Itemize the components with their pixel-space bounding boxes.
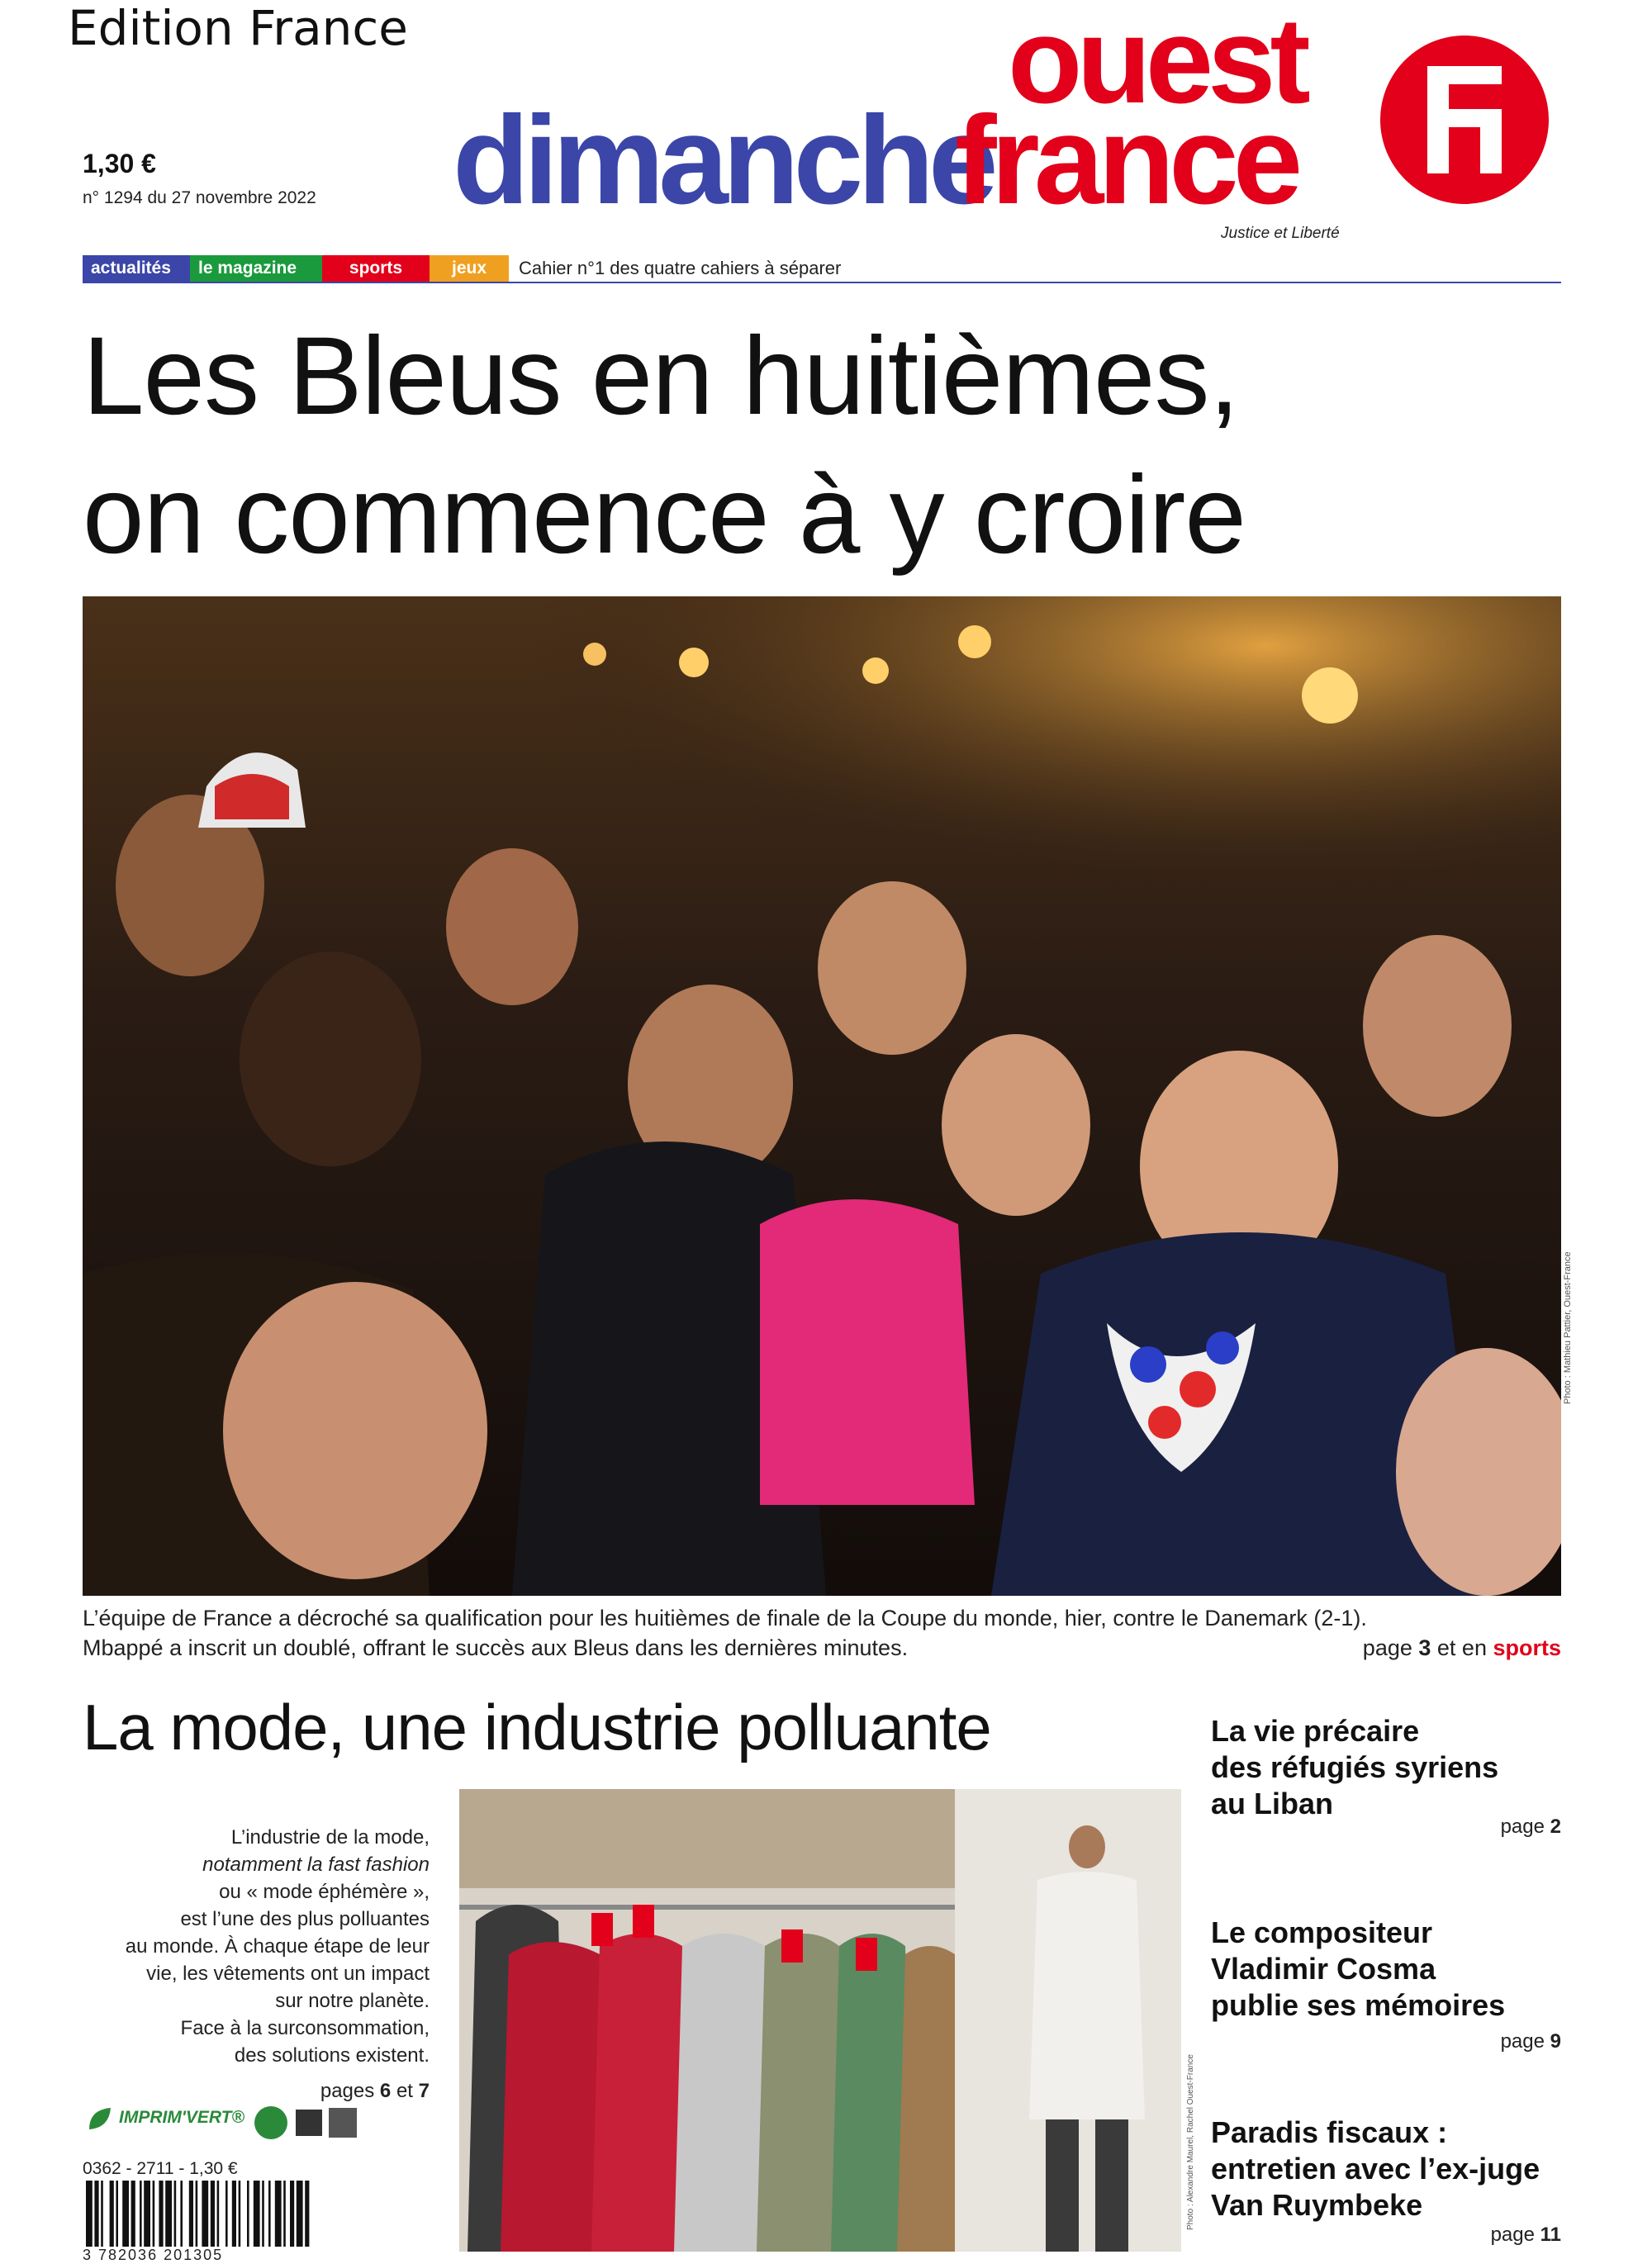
page-prefix: page — [1490, 2224, 1540, 2246]
side-page-ref[interactable] — [1501, 1815, 1561, 1839]
page-number: 2 — [1550, 1815, 1561, 1838]
barcode-text: 0362 - 2711 - 1,30 € — [83, 2159, 238, 2178]
clothing-photo-credit: Photo : Alexandre Maurel, Rachel Ouest-France — [1186, 2054, 1195, 2230]
leaf-icon — [86, 2105, 114, 2133]
caption-line-2: Mbappé a inscrit un doublé, offrant le succès aux Bleus dans les dernières minutes. — [83, 1635, 909, 1660]
side-story-refugees[interactable] — [1211, 1713, 1558, 1822]
side-story-paradis-fiscaux[interactable] — [1211, 2114, 1558, 2224]
clothing-photo[interactable] — [459, 1789, 1181, 2252]
mode-pages[interactable] — [83, 2080, 430, 2103]
mode-headline[interactable]: La mode, une industrie polluante — [83, 1691, 991, 1763]
side-title-line: au Liban — [1211, 1787, 1334, 1820]
edition-label: Edition France — [68, 0, 408, 56]
barcode-icon — [83, 2181, 380, 2247]
side-title-line: publie ses mémoires — [1211, 1988, 1506, 2022]
imprim-vert-label: IMPRIM'VERT® — [119, 2108, 244, 2127]
page-a: 6 — [379, 2080, 392, 2102]
section-link[interactable]: sports — [1493, 1635, 1561, 1660]
page-b: 7 — [418, 2080, 430, 2102]
celebrating-fans-image — [83, 596, 1561, 1596]
side-page-ref[interactable] — [1501, 2030, 1561, 2053]
intro-line: notamment la fast fashion — [202, 1853, 430, 1876]
page-prefix: page — [1500, 2030, 1550, 2053]
intro-line: sur notre planète. — [275, 1990, 430, 2012]
side-title-line: entretien avec l’ex-juge — [1211, 2152, 1540, 2186]
issue-number: n° 1294 du 27 novembre 2022 — [83, 188, 316, 207]
clothing-rack-image — [459, 1789, 1181, 2252]
intro-line: ou « mode éphémère », — [219, 1881, 430, 1903]
intro-line: est l’une des plus polluantes — [180, 1908, 430, 1930]
tab-jeux[interactable]: jeux — [430, 255, 509, 282]
ouest-france-logo-icon — [1378, 33, 1551, 206]
side-page-ref[interactable] — [1491, 2224, 1561, 2247]
cahier-note: Cahier n°1 des quatre cahiers à séparer — [519, 258, 842, 278]
page-number: 9 — [1550, 2030, 1561, 2053]
logo-ouest: ouest — [1008, 0, 1305, 129]
logo-france: france — [955, 90, 1298, 230]
headline-line-1: Les Bleus en huitièmes, — [83, 315, 1239, 438]
mode-intro — [83, 1824, 430, 2069]
barcode-number: 3 782036 201305 — [83, 2247, 224, 2263]
intro-line: des solutions existent. — [234, 2044, 430, 2067]
page-number: 11 — [1540, 2224, 1561, 2246]
logo-dimanche: dimanche — [453, 90, 993, 230]
section-nav — [83, 255, 841, 282]
main-headline[interactable] — [83, 307, 1569, 585]
side-title-line: Vladimir Cosma — [1211, 1952, 1436, 1986]
intro-line: au monde. À chaque étape de leur — [125, 1935, 430, 1958]
photo-credit: Photo : Mathieu Pattier, Ouest-France — [1563, 1251, 1573, 1404]
price: 1,30 € — [83, 149, 156, 178]
headline-line-2: on commence à y croire — [83, 453, 1246, 577]
intro-line: Face à la surconsommation, — [180, 2017, 430, 2039]
side-title-line: Van Ruymbeke — [1211, 2188, 1423, 2222]
tab-sports[interactable]: sports — [322, 255, 430, 282]
intro-line: vie, les vêtements ont un impact — [146, 1963, 430, 1985]
tab-actualites[interactable]: actualités — [83, 255, 190, 282]
page-mid: et en — [1431, 1635, 1493, 1660]
intro-line: L’industrie de la mode, — [230, 1826, 430, 1849]
side-title-line: Le compositeur — [1211, 1915, 1433, 1949]
side-title-line: des réfugiés syriens — [1211, 1750, 1499, 1784]
caption-page-ref[interactable] — [1363, 1635, 1561, 1661]
pages-mid: et — [391, 2080, 419, 2102]
side-story-cosma[interactable] — [1211, 1915, 1558, 2024]
caption-line-1: L’équipe de France a décroché sa qualification pour les huitièmes de finale de la Coupe du monde, hier, contre le Danemark (2-1). — [83, 1606, 1367, 1630]
motto: Justice et Liberté — [1221, 225, 1340, 242]
main-photo[interactable] — [83, 596, 1561, 1596]
masthead-rule — [83, 282, 1561, 283]
page-prefix: page — [1500, 1815, 1550, 1838]
pages-prefix: pages — [320, 2080, 380, 2102]
page-prefix: page — [1362, 1635, 1419, 1660]
tab-magazine[interactable]: le magazine — [190, 255, 322, 282]
page-number: 3 — [1418, 1635, 1431, 1660]
side-title-line: La vie précaire — [1211, 1714, 1420, 1748]
side-title-line: Paradis fiscaux : — [1211, 2115, 1448, 2149]
recycling-logos-icon — [253, 2105, 360, 2141]
